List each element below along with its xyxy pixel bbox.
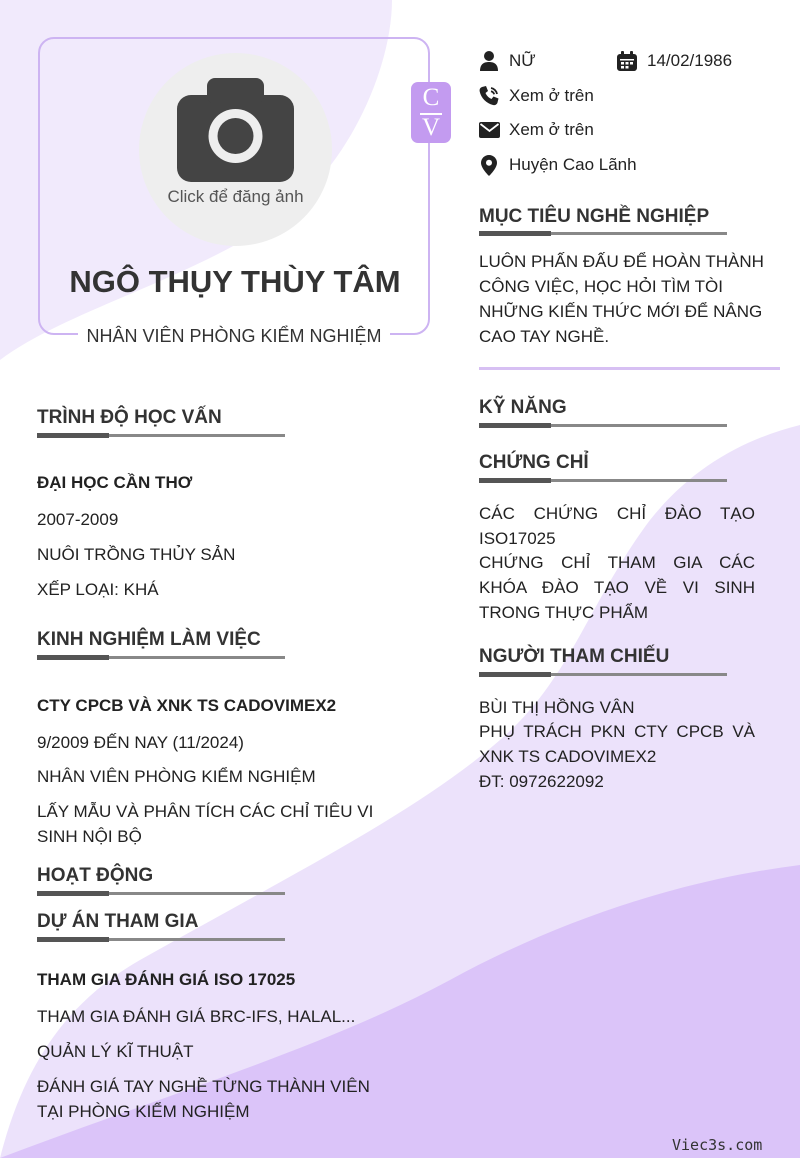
education-school: ĐẠI HỌC CẦN THƠ bbox=[37, 473, 193, 492]
project-item-3: ĐÁNH GIÁ TAY NGHỀ TỪNG THÀNH VIÊN TẠI PHÒNG KIỂM NGHIỆM bbox=[37, 1077, 370, 1121]
contact-gender bbox=[478, 50, 536, 72]
reference-position: PHỤ TRÁCH PKN CTY CPCB VÀ XNK TS CADOVIMEX2 bbox=[479, 722, 755, 766]
email-value: Xem ở trên bbox=[509, 120, 594, 139]
education-grade: XẾP LOẠI: KHÁ bbox=[37, 580, 159, 599]
phone-icon bbox=[478, 85, 500, 107]
candidate-name: NGÔ THỤY THÙY TÂM bbox=[69, 264, 401, 299]
experience-company: CTY CPCB VÀ XNK TS CADOVIMEX2 bbox=[37, 696, 337, 715]
experience-period: 9/2009 ĐẾN NAY (11/2024) bbox=[37, 733, 244, 752]
experience-desc: LẤY MẪU VÀ PHÂN TÍCH CÁC CHỈ TIÊU VI SINH NỘI BỘ bbox=[37, 802, 374, 846]
projects-title: DỰ ÁN THAM GIA bbox=[37, 911, 199, 932]
activities-underline bbox=[37, 892, 285, 895]
references-underline bbox=[479, 673, 727, 676]
job-title: NHÂN VIÊN PHÒNG KIỂM NGHIỆM bbox=[86, 326, 382, 346]
project-heading: THAM GIA ĐÁNH GIÁ ISO 17025 bbox=[37, 970, 296, 989]
reference-name: BÙI THỊ HỒNG VÂN bbox=[479, 698, 635, 717]
cv-badge bbox=[411, 82, 451, 143]
camera-icon bbox=[177, 78, 294, 182]
education-underline bbox=[37, 434, 285, 437]
references-title: NGƯỜI THAM CHIẾU bbox=[479, 646, 670, 667]
objective-title: MỤC TIÊU NGHỀ NGHIỆP bbox=[479, 206, 710, 227]
skills-title: KỸ NĂNG bbox=[479, 397, 567, 418]
person-icon bbox=[478, 50, 500, 72]
cv-badge-c: C bbox=[422, 84, 440, 111]
gender-value: NỮ bbox=[509, 51, 536, 70]
contact-phone bbox=[478, 85, 594, 107]
skills-underline bbox=[479, 424, 727, 427]
certificates-title: CHỨNG CHỈ bbox=[479, 452, 589, 473]
education-title: TRÌNH ĐỘ HỌC VẤN bbox=[37, 407, 222, 428]
experience-underline bbox=[37, 656, 285, 659]
project-item-2: QUẢN LÝ KĨ THUẬT bbox=[37, 1042, 194, 1061]
objective-text: LUÔN PHẤN ĐẤU ĐỂ HOÀN THÀNH CÔNG VIỆC, HỌC HỎI TÌM TÒI NHỮNG KIẾN THỨC MỚI ĐỂ NÂNG CAO TAY NGHỀ. bbox=[479, 252, 764, 346]
address-value: Huyện Cao Lãnh bbox=[509, 155, 637, 174]
reference-phone: ĐT: 0972622092 bbox=[479, 772, 604, 791]
certificate-item-2: CHỨNG CHỈ THAM GIA CÁC KHÓA ĐÀO TẠO VỀ VI SINH TRONG THỰC PHẨM bbox=[479, 553, 755, 622]
dob-value: 14/02/1986 bbox=[647, 51, 733, 70]
calendar-icon bbox=[616, 50, 638, 72]
photo-upload[interactable] bbox=[139, 53, 332, 246]
footer-brand: Viec3s.com bbox=[672, 1136, 763, 1154]
activities-title: HOẠT ĐỘNG bbox=[37, 865, 154, 886]
contact-dob bbox=[616, 50, 732, 72]
objective-underline bbox=[479, 232, 727, 235]
education-period: 2007-2009 bbox=[37, 510, 119, 529]
projects-underline bbox=[37, 938, 285, 941]
education-major: NUÔI TRỒNG THỦY SẢN bbox=[37, 545, 236, 564]
phone-value: Xem ở trên bbox=[509, 86, 594, 105]
contact-address bbox=[478, 154, 637, 176]
experience-role: NHÂN VIÊN PHÒNG KIỂM NGHIỆM bbox=[37, 767, 316, 786]
experience-title: KINH NGHIỆM LÀM VIỆC bbox=[37, 629, 261, 650]
location-pin-icon bbox=[478, 154, 500, 176]
cv-badge-v: V bbox=[421, 114, 441, 141]
section-divider bbox=[479, 367, 780, 370]
certificate-item-1: CÁC CHỨNG CHỈ ĐÀO TẠO ISO17025 bbox=[479, 504, 755, 548]
photo-label: Click để đăng ảnh bbox=[167, 187, 304, 206]
contact-email bbox=[478, 119, 594, 141]
envelope-icon bbox=[478, 119, 500, 141]
project-item-1: THAM GIA ĐÁNH GIÁ BRC-IFS, HALAL... bbox=[37, 1007, 356, 1026]
certificates-underline bbox=[479, 479, 727, 482]
